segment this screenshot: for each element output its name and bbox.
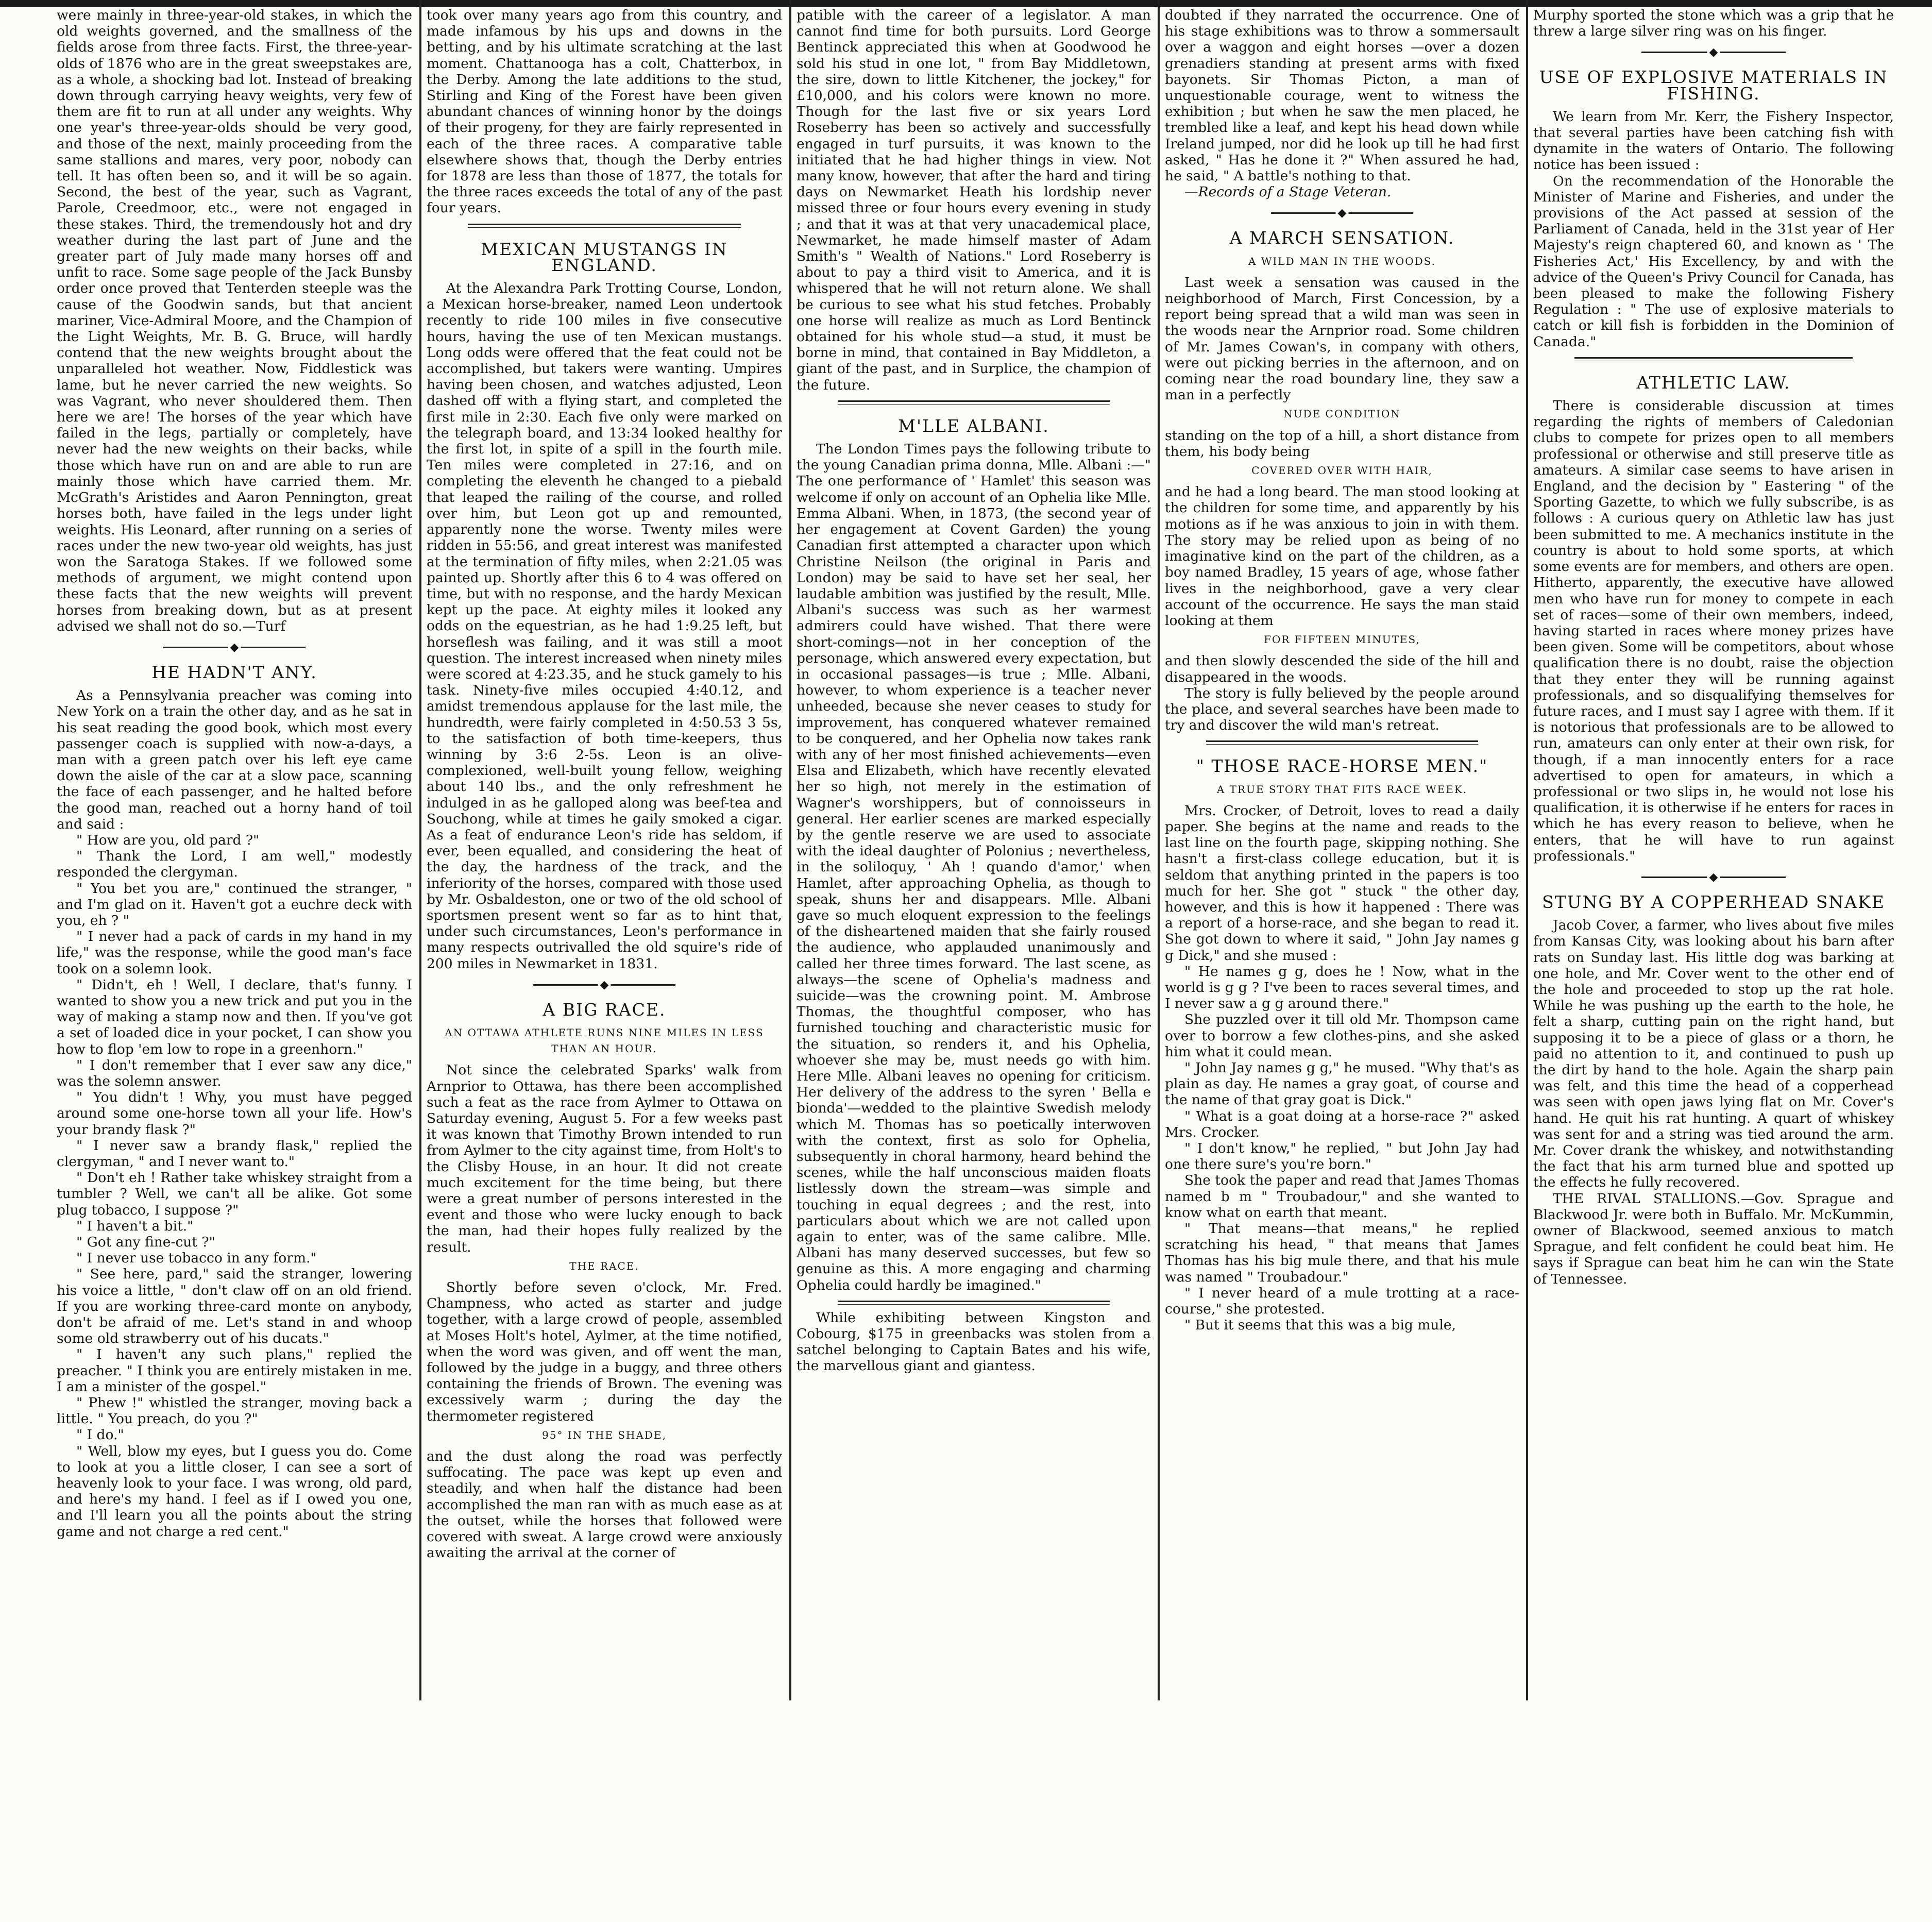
article-subhead: A TRUE STORY THAT FITS RACE WEEK. (1216, 783, 1468, 796)
article-paragraph: doubted if they narrated the occurrence. One of his stage exhibitions was to throw a sommersault over a waggon and eight horses —over a dozen grenadiers standing at present arms with fixed bayonets. Sir Thomas Picton, a man of unquestionable courage, went to witness the exhibition ; but when he saw the men placed, he trembled like a leaf, and kept his head down while Ireland jumped, nor did he look up till he had first asked, " Has he done it ?" When assured he had, he said, " A battle's nothing to that. (1165, 7, 1519, 184)
column-rule (419, 0, 421, 1700)
double-rule-divider (1206, 740, 1478, 745)
article-paragraph: were mainly in three-year-old stakes, in which the old weights governed, and the smallness of the fields arose from three facts. First, the three-year-olds of 1876 who are in the great sweepstakes are, as a whole, a shocking bad lot. Instead of breaking down through carrying heavy weights, very few of them are fit to run at all under any weights. Why one year's three-year-olds should be very good, and those of the next, mainly proceeding from the same stallions and mares, very poor, nobody can tell. It has often been so, and it will be so again. Second, the best of the year, such as Vagrant, Parole, Creedmoor, etc., were not engaged in these stakes. Third, the tremendously hot and dry weather during the last part of June and the greater part of July made many horses off and unfit to race. Some sage people of the Jack Bunsby order once proved that Tenterden steeple was the cause of the Goodwin sands, but that ancient mariner, Vice-Admiral Moore, and the Champion of the Light Weights, Mr. B. G. Bruce, will hardly contend that the new weights brought about the unparalleled hot weather. Now, Fiddlestick was lame, but he never carried the new weights. So was Vagrant, who never shouldered them. Then here we are! The horses of the year which have failed in the legs, partially or completely, have never had the new weights on their backs, while those which have run on and are able to run are mainly those which have carried them. Mr. McGrath's Aristides and Aaron Pennington, great horses both, have failed in the legs under light weights. His Leonard, after running on a series of races under the new two-year old weights, has just won the Saratoga Stakes. If we followed some methods of argument, we might contend upon these facts that the new weights will prevent horses from breaking down, but as at present advised we shall not do so.—Turf (57, 7, 412, 634)
column-5 (1533, 7, 1894, 1594)
article-paragraph: " I don't remember that I ever saw any dice," was the solemn answer. (57, 1057, 412, 1089)
double-rule-divider (838, 400, 1110, 404)
article-headline: USE OF EXPLOSIVE MATERIALS IN FISHING. (1539, 67, 1888, 104)
article-paragraph: " I never heard of a mule trotting at a race-course," she protested. (1165, 1285, 1519, 1318)
article-paragraph: " What is a goat doing at a horse-race ?" asked Mrs. Crocker. (1165, 1108, 1519, 1140)
article-paragraph: As a Pennsylvania preacher was coming into New York on a train the other day, and as he sat in his seat reading the good book, which most every passenger coach is supplied with now-a-days, a man with a green patch over his left eye came down the aisle of the car at a slow pace, scanning the face of each passenger, and he halted before the good man, reached out a horny hand of toil and said : (57, 687, 412, 832)
article-headline: HE HADN'T ANY. (151, 662, 317, 682)
column-3 (796, 7, 1151, 1594)
article-paragraph: " Well, blow my eyes, but I guess you do. Come to look at you a little closer, I can see a sort of heavenly look to your face. I was wrong, old pard, and here's my hand. I feel as if I owed you one, and I'll learn you all the points about the string game and not charge a red cent." (57, 1443, 412, 1540)
article-paragraph: Shortly before seven o'clock, Mr. Fred. Champness, who acted as starter and judge together, with a large crowd of people, assembled at Moses Holt's hotel, Aylmer, at the time notified, when the word was given, and off went the man, followed by the judge in a buggy, and three others containing the friends of Brown. The evening was excessively warm ; during the day the thermometer registered (427, 1279, 782, 1424)
article-paragraph: She took the paper and read that James Thomas named b m " Troubadour," and she wanted to know what on earth that meant. (1165, 1172, 1519, 1221)
article-paragraph: " You didn't ! Why, you must have pegged around some one-horse town all your life. How's your brandy flask ?" (57, 1089, 412, 1138)
column-4 (1165, 7, 1519, 1594)
article-paragraph: " Don't eh ! Rather take whiskey straight from a tumbler ? Well, we can't all be alike. Got some plug tobacco, I suppose ?" (57, 1170, 412, 1218)
article-paragraph: " I haven't a bit." (76, 1218, 194, 1234)
article-subhead: A WILD MAN IN THE WOODS. (1248, 255, 1436, 267)
article-paragraph: THE RIVAL STALLIONS.—Gov. Sprague and Blackwood Jr. were both in Buffalo. Mr. McKummin, owner of Blackwood, seemed anxious to match Sprague, and felt confident he could beat him. He says if Sprague can beat him he can win the State of Tennessee. (1533, 1190, 1894, 1287)
column-1 (57, 7, 412, 1594)
article-paragraph: " Thank the Lord, I am well," modestly responded the clergyman. (57, 848, 412, 881)
article-headline: M'LLE ALBANI. (898, 415, 1049, 436)
article-subhead: COVERED OVER WITH HAIR, (1251, 464, 1433, 477)
article-paragraph: " I haven't any such plans," replied the preacher. " I think you are entirely mistaken in me. I am a minister of the gospel." (57, 1346, 412, 1395)
article-subhead: THE RACE. (569, 1259, 639, 1272)
article-paragraph: " I never use tobacco in any form." (76, 1250, 317, 1267)
article-subhead: NUDE CONDITION (1283, 408, 1401, 420)
article-headline: MEXICAN MUSTANGS IN ENGLAND. (481, 239, 728, 275)
article-paragraph: " See here, pard," said the stranger, lowering his voice a little, " don't claw off on an old friend. If you are working three-card monte on anybody, don't be afraid of me. Let's stand in and whoop some old strawberry out of his ducats." (57, 1266, 412, 1347)
article-paragraph: While exhibiting between Kingston and Cobourg, $175 in greenbacks was stolen from a satchel belonging to Captain Bates and his wife, the marvellous giant and giantess. (796, 1309, 1151, 1374)
column-rule (1158, 0, 1160, 1700)
double-rule-divider (838, 1301, 1110, 1305)
article-headline: STUNG BY A COPPERHEAD SNAKE (1542, 891, 1885, 912)
article-paragraph: Mrs. Crocker, of Detroit, loves to read a daily paper. She begins at the name and reads to the last line on the fourth page, skipping nothing. She hasn't a first-class college education, but it is seldom that anything printed in the papers is too much for her. She got " stuck " the other day, however, and this is how it happened : There was a report of a horse-race, and she began to read it. She got down to where it said, " John Jay names g g Dick," and she mused : (1165, 802, 1519, 964)
article-subhead: FOR FIFTEEN MINUTES, (1264, 633, 1420, 646)
column-rule (1526, 0, 1528, 1700)
ornament-divider (1165, 209, 1519, 216)
article-headline: A BIG RACE. (543, 999, 666, 1020)
article-paragraph: and then slowly descended the side of the hill and disappeared in the woods. (1165, 653, 1519, 685)
article-paragraph: " How are you, old pard ?" (76, 832, 260, 848)
article-paragraph: We learn from Mr. Kerr, the Fishery Inspector, that several parties have been catching fish with dynamite in the waters of Ontario. The following notice has been issued : (1533, 108, 1894, 173)
article-paragraph: took over many years ago from this country, and made infamous by his ups and downs in the betting, and by his ultimate scratching at the last moment. Chattanooga has a colt, Chatterbox, in the Derby. Among the late additions to the stud, Stirling and King of the Forest have been given abundant chances of winning honor by the doings of their progeny, for they are fairly represented in each of the three races. A comparative table elsewhere shows that, though the Derby entries for 1878 are less than those of 1877, the totals for the three races exceeds the total of any of the past four years. (427, 7, 782, 216)
article-paragraph: " Didn't, eh ! Well, I declare, that's funny. I wanted to show you a new trick and put you in the way of making a stamp now and then. If you've got a set of loaded dice in your pocket, I can show you how to flop 'em low to rope in a greenhorn." (57, 976, 412, 1057)
article-paragraph: " That means—that means," he replied scratching his head, " that means that James Thomas has his big mule there, and that his mule was named " Troubadour." (1165, 1221, 1519, 1285)
article-paragraph: Last week a sensation was caused in the neighborhood of March, First Concession, by a report being spread that a wild man was seen in the woods near the Arnprior road. Some children of Mr. James Cowan's, in company with others, were out picking berries in the afternoon, and on coming near the road boundary line, they saw a man in a perfectly (1165, 274, 1519, 403)
article-paragraph: " But it seems that this was a big mule, (1184, 1317, 1456, 1334)
article-paragraph: standing on the top of a hill, a short distance from them, his body being (1165, 427, 1519, 460)
column-rule (789, 0, 791, 1700)
article-paragraph: " Got any fine-cut ?" (76, 1234, 215, 1251)
article-paragraph: " I never saw a brandy flask," replied the clergyman, " and I never want to." (57, 1137, 412, 1170)
article-paragraph: " Phew !" whistled the stranger, moving back a little. " You preach, do you ?" (57, 1395, 412, 1427)
article-headline: " THOSE RACE-HORSE MEN." (1196, 756, 1488, 777)
ornament-divider (1533, 873, 1894, 881)
article-paragraph: " I don't know," he replied, " but John Jay had one there sure's you're born." (1165, 1140, 1519, 1173)
double-rule-divider (468, 224, 741, 228)
article-paragraph: " You bet you are," continued the stranger, " and I'm glad on it. Haven't got a euchre deck with you, eh ? " (57, 880, 412, 929)
article-headline: A MARCH SENSATION. (1229, 228, 1455, 248)
article-paragraph: The London Times pays the following tribute to the young Canadian prima donna, Mlle. Albani :—" The one performance of ' Hamlet' this season was welcome if only on account of an Ophelia like Mlle. Emma Albani. When, in 1873, (the second year of her engagement at Covent Garden) the young Canadian first attempted a character upon which Christine Neilson (the original in Paris and London) may be said to have set her seal, her laudable ambition was justified by the result, Mlle. Albani's success was such as her warmest admirers could have wished. That there were short-comings—not in her conception of the personage, which answered every expectation, but in occasional passages—is true ; Mlle. Albani, however, to whom experience is a teacher never unheeded, because she never ceases to study for improvement, has conquered whatever remained to be conquered, and her Ophelia now takes rank with any of her most finished achievements—even Elsa and Elizabeth, which have recently elevated her so high, not merely in the estimation of Wagner's worshippers, but of connoisseurs in general. Her earlier scenes are marked especially by the gentle reserve we are used to associate with the ideal daughter of Polonius ; nevertheless, in the soliloquy, ' Ah ! quando d'amor,' when Hamlet, after approaching Ophelia, as though to speak, shuns her and disappears. Mlle. Albani gave so much eloquent expression to the feelings of the disheartened maiden that she fairly roused the audience, who applauded unanimously and called her three times forward. The last scene, as always—the scene of Ophelia's madness and suicide—was the crowning point. M. Ambrose Thomas, the thoughtful composer, who has furnished touching and characteristic music for the situation, so renders it, and his Ophelia, whoever she may be, must needs go with him. Here Mlle. Albani leaves no opening for criticism. Her delivery of the address to the syren ' Bella e bionda'—wedded to the plaintive Swedish melody which M. Thomas has so poetically interwoven with the context, first as solo for Ophelia, subsequently in choral harmony, heard behind the scenes, while the half unconscious maiden floats listlessly down the stream—was simple and touching in equal degrees ; and the rest, into particulars about which we are not called upon again to enter, was of the same calibre. Mlle. Albani has many deserved successes, but few so genuine as this. A more engaging and charming Ophelia could hardly be imagined." (796, 441, 1151, 1293)
article-paragraph: On the recommendation of the Honorable the Minister of Marine and Fisheries, and under the provisions of the Act passed at session of the Parliament of Canada, held in the 31st year of Her Majesty's reign chaptered 60, and known as ' The Fisheries Act,' His Excellency, by and with the advice of the Queen's Privy Council for Canada, has been pleased to make the following Fishery Regulation : " The use of explosive materials to catch or kill fish is forbidden in the Dominion of Canada." (1533, 173, 1894, 350)
article-subhead: 95° IN THE SHADE, (542, 1428, 667, 1441)
column-2 (427, 7, 782, 1594)
article-paragraph: Jacob Cover, a farmer, who lives about five miles from Kansas City, was looking about his barn after rats on Sunday last. His little dog was barking at one hole, and Mr. Cover went to the other end of the hole and proceeded to stop up the rat hole. While he was pushing up the earth to the hole, he felt a sharp, cutting pain on the right hand, but supposing it to be a piece of glass or a thorn, he paid no attention to it, and continued to push up the dirt by hand to the hole. Again the sharp pain was felt, and this time the head of a copperhead was seen with open jaws lying flat on Mr. Cover's hand. He quit his rat hunting. A quart of whiskey was sent for and a string was tied around the arm. Mr. Cover drank the whiskey, and notwithstanding the fact that his arm turned blue and spotted up the effects he fully recovered. (1533, 917, 1894, 1191)
ornament-divider (1533, 48, 1894, 56)
article-paragraph: " I never had a pack of cards in my hand in my life," was the response, while the good man's face took on a solemn look. (57, 929, 412, 977)
article-paragraph: patible with the career of a legislator. A man cannot find time for both pursuits. Lord George Bentinck appreciated this when at Goodwood he sold his stud in one lot, " from Bay Middletown, the sire, down to little Kitchener, the jockey," for £10,000, and his colors were known no more. Though for the last five or six years Lord Roseberry has been so actively and successfully engaged in turf pursuits, it was known to the initiated that he had higher things in view. Not many know, however, that after the hard and tiring days on Newmarket Heath his lordship never missed three or four hours every evening in study ; and that it was at that very unacademical place, Newmarket, he made himself master of Adam Smith's " Wealth of Nations." Lord Roseberry is about to pay a third visit to America, and it is whispered that he will not return alone. We shall be curious to see what his stud fetches. Probably one horse will realize as much as Lord Bentinck obtained for his whole stud—a stud, it must be borne in mind, that contained in Bay Middleton, a giant of the past, and in Surplice, the champion of the future. (796, 7, 1151, 393)
top-border (0, 0, 1932, 7)
article-paragraph: —Records of a Stage Veteran. (1184, 184, 1392, 200)
article-paragraph: Murphy sported the stone which was a grip that he threw a large silver ring was on his finger. (1533, 7, 1894, 40)
article-headline: ATHLETIC LAW. (1636, 372, 1791, 393)
article-paragraph: and the dust along the road was perfectly suffocating. The pace was kept up even and steadily, and when half the distance had been accomplished the man ran with as much ease as at the outset, while the horses that followed were covered with sweat. A large crowd were anxiously awaiting the arrival at the corner of (427, 1448, 782, 1561)
article-paragraph: There is considerable discussion at times regarding the rights of members of Caledonian clubs to compete for prizes open to all members professional or otherwise and still preserve title as amateurs. A similar case seems to have arisen in England, and the decision by " Eastering " of the Sporting Gazette, to which we fully subscribe, is as follows : A curious query on Athletic law has just been submitted to me. A mechanics institute in the country is about to hold some sports, at which some events are for members, and others are open. Hitherto, apparently, the executive have allowed men who have run for money to compete in each set of races—some of their own members, indeed, having started in races where money prizes have been given. Some will be competitors, about whose qualification there is no doubt, raise the objection that they enter they will be running against professionals, and so disqualifying themselves for future races, and I must say I agree with them. If it is notorious that professionals are to be allowed to run, amateurs can only enter at their own risk, for though, if a man innocently enters for a race advertised to open for amateurs, in which a professional or two slips in, he would not lose his qualification, it is otherwise if he enters for races in which he has every reason to believe, when he enters, that he will have to run against professionals." (1533, 398, 1894, 864)
article-paragraph: and he had a long beard. The man stood looking at the children for some time, and apparently by his motions as if he was anxious to join in with them. The story may be relied upon as being of no imaginative kind on the part of the children, as a boy named Bradley, 15 years of age, whose father lives in the neighborhood, gave a very clear account of the occurrence. He says the man staid looking at them (1165, 484, 1519, 629)
article-paragraph: " John Jay names g g," he mused. "Why that's as plain as day. He names a gray goat, of course and the name of that gray goat is Dick." (1165, 1059, 1519, 1108)
article-paragraph: At the Alexandra Park Trotting Course, London, a Mexican horse-breaker, named Leon undertook recently to ride 100 miles in five consecutive hours, having the use of ten Mexican mustangs. Long odds were offered that the feat could not be accomplished, but takers were wanting. Umpires having been chosen, and watches adjusted, Leon dashed off with a flying start, and completed the first mile in 2:30. Each five only were marked on the telegraph board, and 13:34 looked healthy for the first lot, in spite of a spill in the fourth mile. Ten miles were completed in 27:16, and on completing the eleventh he changed to a piebald that leaped the railing of the course, and rolled over him, but Leon got up and remounted, apparently none the worse. Twenty miles were ridden in 55:56, and great interest was manifested at the termination of fifty miles, when 2:21.05 was painted up. Shortly after this 6 to 4 was offered on time, but with no response, and the hardy Mexican kept up the pace. At eighty miles it looked any odds on the equestrian, as he had 1:9.25 left, but horseflesh was failing, and it was still a moot question. The interest increased when ninety miles were scored at 4:23.35, and he stuck gamely to his task. Ninety-five miles occupied 4:40.12, and amidst tremendous applause for the last mile, the hundredth, were fairly completed in 4:50.53 3 5s, to the satisfaction of both time-keepers, thus winning by 3:6 2-5s. Leon is an olive-complexioned, well-built young fellow, weighing about 140 lbs., and the only refreshment he indulged in as he galloped along was beef-tea and Souchong, while at times he gaily smoked a cigar. As a feat of endurance Leon's ride has seldom, if ever, been equalled, and considering the heat of the day, the hardness of the track, and the inferiority of the horses, compared with those used by Mr. Osbaldeston, one or two of the old school of sportsmen present went so far as to hint that, under such circumstances, Leon's performance in many respects outrivalled the old squire's ride of 200 miles in Newmarket in 1831. (427, 280, 782, 972)
article-subhead: AN OTTAWA ATHLETE RUNS NINE MILES IN LESS THAN AN HOUR. (445, 1026, 764, 1055)
article-paragraph: The story is fully believed by the people around the place, and several searches have been made to try and discover the wild man's retreat. (1165, 685, 1519, 734)
double-rule-divider (1574, 357, 1853, 361)
ornament-divider (427, 981, 782, 988)
article-paragraph: She puzzled over it till old Mr. Thompson came over to borrow a few clothes-pins, and she asked him what it could mean. (1165, 1011, 1519, 1060)
article-paragraph: " I do." (76, 1427, 124, 1443)
article-paragraph: Not since the celebrated Sparks' walk from Arnprior to Ottawa, has there been accomplished such a feat as the race from Aylmer to Ottawa on Saturday evening, August 5. For a few weeks past it was known that Timothy Brown intended to run from Aylmer to the city against time, from Holt's to the Clisby House, in an hour. It did not create much excitement for the time being, but there were a great number of persons interested in the event and those who were lucky enough to back the man, had their hopes fully realized by the result. (427, 1062, 782, 1255)
ornament-divider (57, 644, 412, 651)
article-paragraph: " He names g g, does he ! Now, what in the world is g g ? I've been to races several times, and I never saw a g g around there." (1165, 963, 1519, 1012)
